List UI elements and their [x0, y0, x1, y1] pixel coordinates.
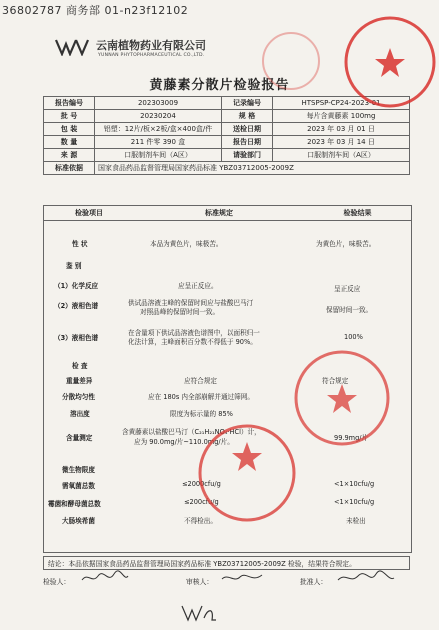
- qty-label: 数 量: [44, 136, 95, 149]
- conclusion: 结论：本品依据国家食品药品监督管理局国家药品标准 YBZ03712005-2009Z 检验，结果符合规定。: [43, 556, 410, 570]
- row-item: 分散均匀性: [62, 393, 95, 401]
- header-row: [44, 162, 410, 175]
- row-standard: 本品为黄色片，味极苦。: [150, 240, 223, 248]
- batch-label: 批 号: [44, 110, 95, 123]
- spec-value: 每片含黄藤素 100mg: [273, 110, 410, 123]
- row-item: （2）液相色谱: [54, 302, 99, 310]
- row-result: <1×10cfu/g: [334, 480, 375, 488]
- company-name-en: YUNNAN PHYTOPHARMACEUTICAL CO.,LTD.: [98, 53, 205, 58]
- standard-value: 国家食品药品监督管理局国家药品标准 YBZ03712005-2009Z: [95, 162, 410, 175]
- row-result: 100%: [344, 333, 363, 341]
- row-item: （1）化学反应: [54, 282, 99, 290]
- header-row: [44, 149, 410, 162]
- qty-value: 211 件零 390 盒: [95, 136, 222, 149]
- row-standard-line2: 化法计算，主峰面积百分数不得低于 90%。: [128, 338, 257, 346]
- reviewer-label: 审核人：: [186, 578, 214, 586]
- row-standard: 供试品溶液主峰的保留时间应与盐酸巴马汀: [128, 299, 254, 307]
- dept-value: 口服制剂车间（A区）: [273, 149, 410, 162]
- row-item: 鉴 别: [66, 262, 82, 270]
- row-standard: ≤2000cfu/g: [182, 480, 221, 488]
- company-logo-icon: [54, 36, 94, 56]
- col-result: 检验结果: [343, 209, 372, 217]
- row-standard: 限度为标示量的 85%: [170, 410, 233, 418]
- pack-label: 包 装: [44, 123, 95, 136]
- source-value: 口服制剂车间（A区）: [95, 149, 222, 162]
- record-no-value: HTSPSP-CP24-2023-01: [273, 97, 410, 110]
- row-item: 微生物限度: [62, 466, 95, 474]
- inspection-seal-icon: [260, 30, 322, 92]
- source-label: 来 源: [44, 149, 95, 162]
- handwritten-mark: [178, 602, 218, 624]
- standard-label: 标准依据: [44, 162, 95, 175]
- record-no-label: 记录编号: [222, 97, 273, 110]
- qa-seal-icon: [292, 348, 392, 448]
- tester-label: 检验人：: [43, 578, 71, 586]
- row-item: 溶出度: [70, 410, 90, 418]
- fax-header-line: 36802787 商务部 01-n23f12102: [2, 4, 189, 17]
- row-item: 霉菌和酵母菌总数: [48, 500, 101, 508]
- row-result: 符合规定: [322, 377, 349, 385]
- row-item: （3）液相色谱: [54, 334, 99, 342]
- approver-signature: [336, 570, 396, 586]
- row-standard: 应符合规定: [184, 377, 217, 385]
- row-item: 重量差异: [66, 377, 93, 385]
- send-date-value: 2023 年 03 月 01 日: [273, 123, 410, 136]
- row-item: 检 查: [72, 362, 88, 370]
- row-standard: 应呈正反应。: [178, 282, 218, 290]
- row-result: 呈正反应: [334, 285, 361, 293]
- row-result: <1×10cfu/g: [334, 498, 375, 506]
- reviewer-signature: [220, 571, 264, 585]
- report-no-label: 报告编号: [44, 97, 95, 110]
- row-item: 需氧菌总数: [62, 482, 95, 490]
- pack-value: 铝塑：12片/板×2板/盒×400盒/件: [95, 123, 222, 136]
- row-result: 保留时间一致。: [326, 306, 373, 314]
- approver-label: 批准人：: [300, 578, 328, 586]
- header-row: [44, 110, 410, 123]
- row-standard: 在含量项下供试品溶液色谱图中，以面积归一: [128, 329, 260, 337]
- dept-label: 请验部门: [222, 149, 273, 162]
- row-standard-line2: 对照品峰的保留时间一致。: [140, 308, 220, 316]
- row-item: 性 状: [72, 240, 88, 248]
- report-no-value: 202303009: [95, 97, 222, 110]
- tester-signature: [80, 570, 130, 586]
- row-standard-line2: 应为 90.0mg/片~110.0mg/片。: [134, 438, 234, 446]
- company-name-cn: 云南植物药业有限公司: [96, 39, 206, 52]
- batch-value: 20230204: [95, 110, 222, 123]
- row-result: 未检出: [346, 517, 366, 525]
- spec-label: 规 格: [222, 110, 273, 123]
- page-title: 黄藤素分散片检验报告: [149, 78, 290, 93]
- row-standard: 应在 180s 内全部崩解并通过筛网。: [148, 393, 254, 401]
- row-standard: 含黄藤素以盐酸巴马汀（C₂₁H₂₁NO₄·HCl）计，: [122, 428, 261, 436]
- row-result: 99.9mg/片: [334, 434, 369, 442]
- header-row: [44, 123, 410, 136]
- row-item: 含量测定: [66, 434, 93, 442]
- send-date-label: 送检日期: [222, 123, 273, 136]
- pharmacy-seal-icon: [196, 422, 298, 524]
- row-standard: ≤200cfu/g: [184, 498, 219, 506]
- company-seal-icon: [342, 14, 438, 110]
- row-standard: 不得检出。: [184, 517, 217, 525]
- header-row: [44, 136, 410, 149]
- row-item: 大肠埃希菌: [62, 517, 95, 525]
- report-date-value: 2023 年 03 月 14 日: [273, 136, 410, 149]
- col-standard: 标准规定: [205, 209, 233, 217]
- col-item: 检验项目: [75, 209, 103, 217]
- row-result: 为黄色片，味极苦。: [316, 240, 376, 248]
- report-date-label: 报告日期: [222, 136, 273, 149]
